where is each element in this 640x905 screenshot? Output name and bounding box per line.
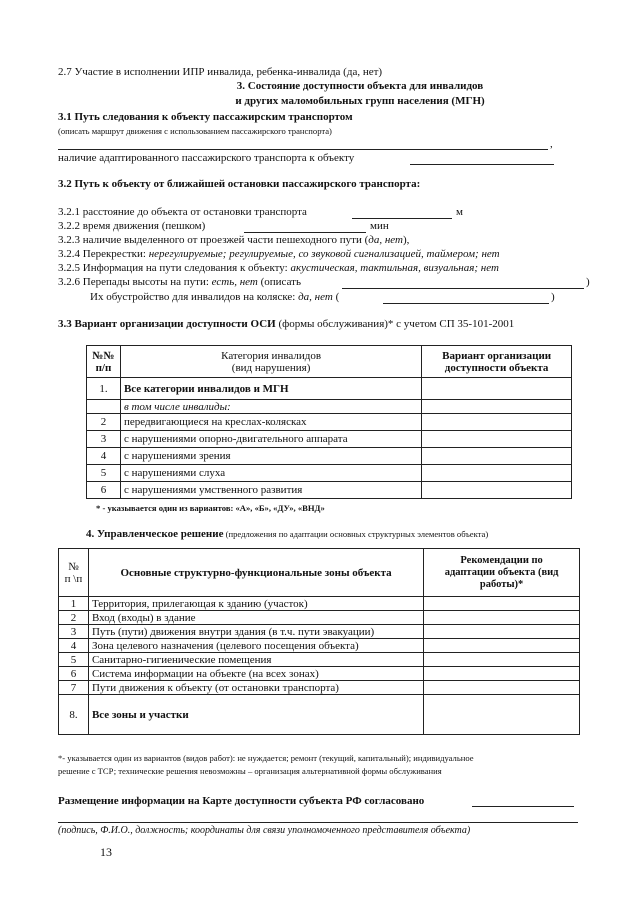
- line-3-2-5: 3.2.5 Информация на пути следования к объекту: акустическая, тактильная, визуальная; нет: [58, 262, 499, 274]
- route-comma: ,: [550, 138, 553, 150]
- row-num: 2: [59, 611, 89, 625]
- row-variant-cell[interactable]: [422, 431, 572, 448]
- heading-3-1: 3.1 Путь следования к объекту пассажирским транспортом: [58, 111, 353, 123]
- row-num: 3: [59, 625, 89, 639]
- line-3-2-6: 3.2.6 Перепады высоты на пути: есть, нет (описать: [58, 276, 301, 288]
- adapted-transport-blank[interactable]: [410, 164, 554, 165]
- table-row: [59, 695, 580, 735]
- row-zone: Путь (пути) движения внутри здания (в т.ч. пути эвакуации): [88, 625, 423, 639]
- row-num: 1: [59, 597, 89, 611]
- row-zone: Все зоны и участки: [88, 695, 423, 735]
- height-diff-blank[interactable]: [342, 288, 584, 289]
- row-num: 6: [59, 667, 89, 681]
- line-3-2-4: 3.2.4 Перекрестки: нерегулируемые; регулируемые, со звуковой сигнализацией, таймером; нет: [58, 248, 500, 260]
- row-num: 3: [87, 431, 121, 448]
- heading-3-3: 3.3 Вариант организации доступности ОСИ (формы обслуживания)* с учетом СП 35-101-2001: [58, 318, 515, 330]
- header-num: № п \п: [59, 549, 89, 597]
- footnote-4-line-2: решение с ТСР; технические решения невозможны – организация альтернативной формы обслуживания: [58, 766, 442, 776]
- distance-unit: м: [456, 206, 463, 218]
- row-num: 5: [87, 465, 121, 482]
- section-3-title-2: и других маломобильных групп населения (МГН): [235, 95, 485, 107]
- row-num: 6: [87, 482, 121, 499]
- line-3-2-1: 3.2.1 расстояние до объекта от остановки транспорта: [58, 206, 307, 218]
- row-recommendation-cell[interactable]: [424, 681, 580, 695]
- row-num: [87, 400, 121, 414]
- row-recommendation-cell[interactable]: [424, 639, 580, 653]
- row-zone: Вход (входы) в здание: [88, 611, 423, 625]
- table-row: [87, 400, 572, 414]
- row-category: в том числе инвалиды:: [120, 400, 421, 414]
- row-category: с нарушениями слуха: [120, 465, 421, 482]
- wheelchair-close: ): [551, 291, 555, 303]
- row-zone: Пути движения к объекту (от остановки транспорта): [88, 681, 423, 695]
- heading-4: 4. Управленческое решение (предложения по адаптации основных структурных элементов объекта): [86, 528, 489, 540]
- footnote-4-line-1: *- указывается один из вариантов (видов работ): не нуждается; ремонт (текущий, капитальный); индивидуальное: [58, 753, 474, 763]
- wheelchair-blank[interactable]: [383, 303, 549, 304]
- table-row: [87, 431, 572, 448]
- row-recommendation-cell[interactable]: [424, 597, 580, 611]
- line-3-2-7: Их обустройство для инвалидов на коляске: да, нет (: [90, 291, 340, 303]
- row-num: 7: [59, 681, 89, 695]
- table-row: [59, 639, 580, 653]
- row-num: 5: [59, 653, 89, 667]
- section-3-title-1: 3. Состояние доступности объекта для инвалидов: [236, 80, 484, 92]
- row-recommendation-cell[interactable]: [424, 625, 580, 639]
- row-category: передвигающиеся на креслах-колясках: [120, 414, 421, 431]
- table-row: [59, 653, 580, 667]
- table-row: [87, 465, 572, 482]
- osi-access-table: [86, 345, 572, 499]
- adapted-transport-label: наличие адаптированного пассажирского транспорта к объекту: [58, 152, 355, 164]
- row-num: 4: [59, 639, 89, 653]
- walk-time-blank[interactable]: [244, 232, 366, 233]
- page-number: 13: [100, 845, 112, 859]
- row-category: с нарушениями опорно-двигательного аппарата: [120, 431, 421, 448]
- row-variant-cell[interactable]: [422, 465, 572, 482]
- header-category: Категория инвалидов (вид нарушения): [120, 346, 421, 378]
- row-zone: Система информации на объекте (на всех зонах): [88, 667, 423, 681]
- table-row: [59, 681, 580, 695]
- row-variant-cell[interactable]: [422, 448, 572, 465]
- row-variant-cell[interactable]: [422, 414, 572, 431]
- distance-blank[interactable]: [352, 218, 452, 219]
- line-2-7: 2.7 Участие в исполнении ИПР инвалида, ребенка-инвалида (да, нет): [58, 66, 383, 78]
- signature-line[interactable]: [58, 822, 578, 823]
- row-recommendation-cell[interactable]: [424, 653, 580, 667]
- header-num: №№ п/п: [87, 346, 121, 378]
- note-3-1: (описать маршрут движения с использованием пассажирского транспорта): [58, 126, 332, 136]
- row-num: 4: [87, 448, 121, 465]
- route-blank-line[interactable]: [58, 149, 548, 150]
- table-row: [59, 597, 580, 611]
- row-category: с нарушениями зрения: [120, 448, 421, 465]
- map-agreement-label: Размещение информации на Карте доступности субъекта РФ согласовано: [58, 795, 425, 807]
- table-row: [87, 448, 572, 465]
- row-num: 8.: [59, 695, 89, 735]
- row-recommendation-cell[interactable]: [424, 695, 580, 735]
- line-3-2-3: 3.2.3 наличие выделенного от проезжей части пешеходного пути (да, нет),: [58, 234, 410, 246]
- heading-3-2: 3.2 Путь к объекту от ближайшей остановки пассажирского транспорта:: [58, 178, 421, 190]
- table-row: [59, 611, 580, 625]
- decision-table-header: [59, 549, 580, 597]
- header-zone: Основные структурно-функциональные зоны объекта: [88, 549, 423, 597]
- osi-table-header: [87, 346, 572, 378]
- table-row: [87, 482, 572, 499]
- row-zone: Зона целевого назначения (целевого посещения объекта): [88, 639, 423, 653]
- row-variant-cell[interactable]: [422, 482, 572, 499]
- row-category: с нарушениями умственного развития: [120, 482, 421, 499]
- management-decision-table: [58, 548, 580, 735]
- header-variant: Вариант организации доступности объекта: [422, 346, 572, 378]
- row-variant-cell[interactable]: [422, 378, 572, 400]
- row-num: 2: [87, 414, 121, 431]
- map-agreement-blank[interactable]: [472, 806, 574, 807]
- table-row: [59, 667, 580, 681]
- line-3-2-2: 3.2.2 время движения (пешком): [58, 220, 206, 232]
- row-recommendation-cell[interactable]: [424, 667, 580, 681]
- walk-time-unit: мин: [370, 220, 389, 232]
- table-row: [87, 414, 572, 431]
- row-recommendation-cell[interactable]: [424, 611, 580, 625]
- row-zone: Санитарно-гигиенические помещения: [88, 653, 423, 667]
- table-row: [87, 378, 572, 400]
- footnote-3-3: * - указывается один из вариантов: «А», «Б», «ДУ», «ВНД»: [96, 503, 325, 513]
- row-variant-cell[interactable]: [422, 400, 572, 414]
- row-num: 1.: [87, 378, 121, 400]
- height-diff-close: ): [586, 276, 590, 288]
- header-recommendation: Рекомендации по адаптации объекта (вид работы)*: [424, 549, 580, 597]
- row-zone: Территория, прилегающая к зданию (участок): [88, 597, 423, 611]
- row-category: Все категории инвалидов и МГН: [120, 378, 421, 400]
- signature-note: (подпись, Ф.И.О., должность; координаты для связи уполномоченного представителя объекта): [58, 825, 471, 836]
- table-row: [59, 625, 580, 639]
